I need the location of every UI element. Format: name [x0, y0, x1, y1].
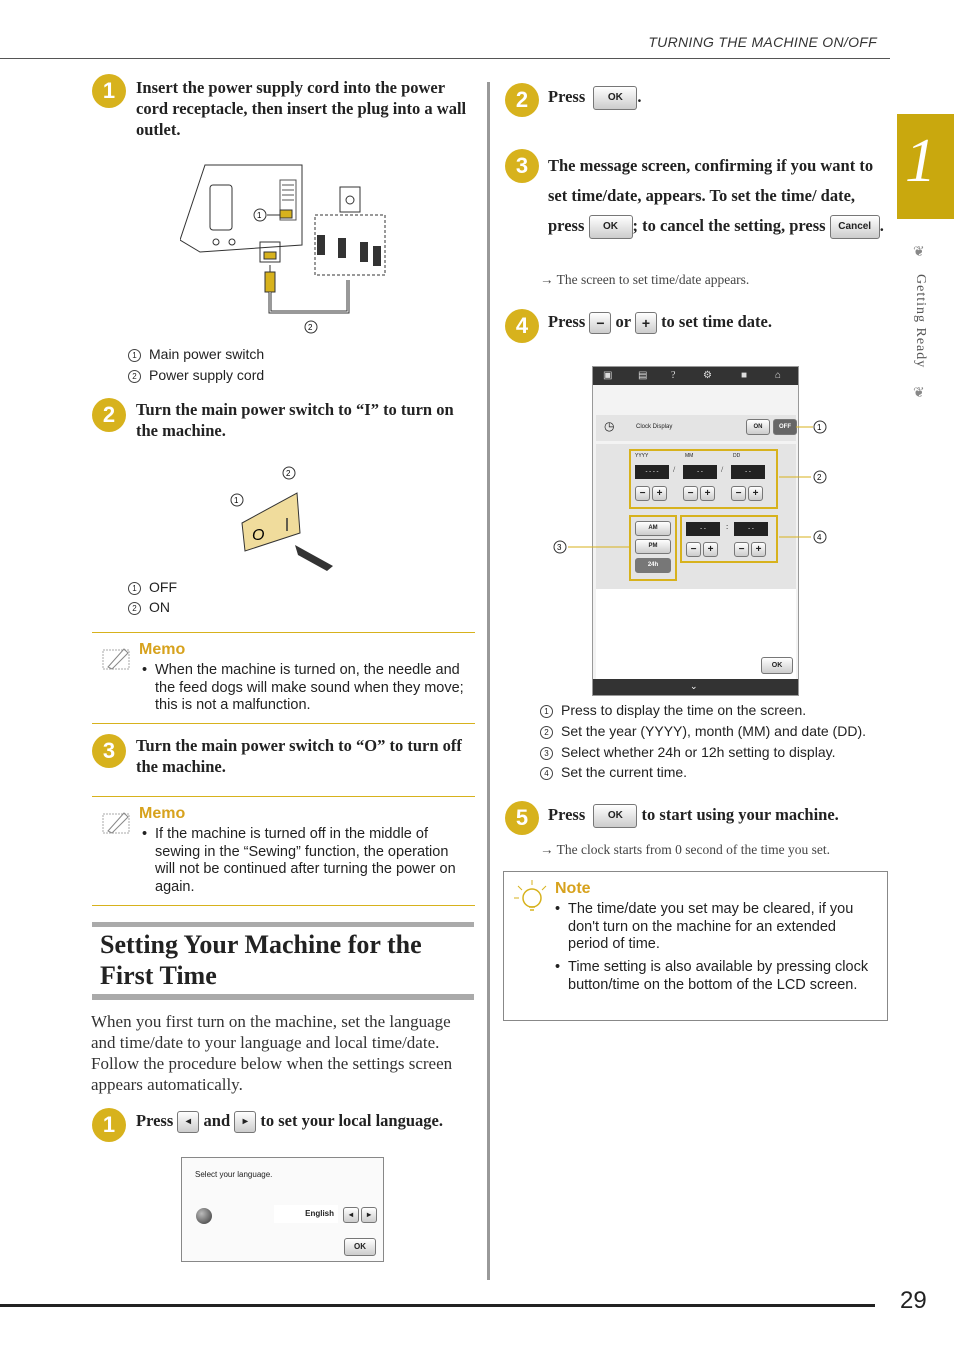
cancel-button[interactable]: Cancel [830, 215, 880, 239]
svg-text:3: 3 [557, 543, 562, 552]
time-separator: : [726, 522, 729, 531]
caption-number: 2 [128, 602, 141, 615]
bullet-icon: • [555, 959, 561, 975]
clock-display-label: Clock Display [636, 424, 673, 430]
language-screen [181, 1157, 384, 1262]
help-icon[interactable]: ? [671, 370, 676, 381]
caption-text: Set the year (YYYY), month (MM) and date (DD). [561, 723, 866, 739]
hour-value: - - [686, 522, 720, 536]
camera-icon[interactable]: ▣ [603, 370, 613, 381]
month-plus-button[interactable]: + [700, 486, 715, 501]
step-text: The message screen, confirming if you want to set time/date, appears. To set the time/ date, press [548, 156, 874, 235]
left-arrow-button[interactable]: ◂ [343, 1207, 359, 1223]
bullet-icon: • [555, 901, 561, 917]
caption-item [128, 367, 264, 383]
minus-button[interactable]: − [589, 312, 611, 334]
date-separator: / [673, 465, 676, 474]
memo-box [92, 632, 475, 724]
step-instruction [548, 804, 839, 828]
step-instruction: Insert the power supply cord into the power cord receptacle, then insert the plug into a wall outlet. [136, 78, 467, 139]
day-value: - - [731, 465, 765, 479]
step-text-press: Press [136, 1111, 174, 1130]
header-rule [0, 58, 890, 59]
step-text-and: and [203, 1111, 231, 1130]
column-divider [487, 82, 490, 1280]
lock-icon[interactable]: ■ [741, 370, 748, 381]
ok-button[interactable]: OK [593, 804, 637, 828]
page-number: 29 [900, 1287, 927, 1314]
running-header: TURNING THE MACHINE ON/OFF [648, 34, 877, 50]
section-rule-bottom [92, 994, 474, 1000]
caption-item [540, 723, 866, 739]
step-text-press: Press [548, 87, 586, 106]
caption-number: 1 [128, 349, 141, 362]
memo-title: Memo [139, 805, 186, 822]
power-cord-illustration [180, 160, 390, 340]
step-instruction [548, 311, 772, 334]
right-arrow-button[interactable]: ▸ [234, 1111, 256, 1133]
caption-text: Press to display the time on the screen. [561, 702, 807, 718]
memo-title: Memo [139, 641, 186, 658]
note-title: Note [555, 880, 591, 897]
step-number: 5 [505, 801, 539, 835]
right-arrow-icon: → [540, 272, 554, 287]
year-minus-button[interactable]: − [635, 486, 650, 501]
step-instruction [136, 1110, 481, 1133]
section-title: Setting Your Machine for the First Time [100, 930, 422, 990]
result-text: The clock starts from 0 second of the time you set. [556, 842, 830, 857]
year-label: YYYY [635, 453, 649, 459]
caption-item [128, 579, 177, 595]
chevron-down-icon[interactable]: ⌄ [690, 681, 698, 691]
minute-plus-button[interactable]: + [751, 542, 766, 557]
day-minus-button[interactable]: − [731, 486, 746, 501]
year-plus-button[interactable]: + [652, 486, 667, 501]
step-number: 2 [505, 83, 539, 117]
step-text-suffix: to set your local language. [260, 1111, 443, 1130]
day-plus-button[interactable]: + [748, 486, 763, 501]
globe-icon [196, 1208, 212, 1224]
step-text-end: . [637, 87, 642, 106]
svg-text:2: 2 [817, 473, 822, 482]
caption-text: Select whether 24h or 12h setting to display. [561, 744, 836, 760]
caption-item [128, 346, 264, 362]
right-arrow-icon: → [540, 842, 554, 857]
svg-text:1: 1 [234, 496, 239, 505]
step-text-press: Press [548, 312, 586, 331]
memo-text: When the machine is turned on, the needle and the feed dogs will make sound when they move; this is not a malfunction. [155, 662, 464, 713]
step-instruction: Turn the main power switch to “I” to turn on the machine. [136, 400, 454, 440]
callout-lines [553, 415, 833, 555]
screen-toolbar [593, 367, 798, 385]
step-text-suffix: to start using your machine. [641, 805, 839, 824]
month-label: MM [685, 453, 694, 459]
caption-text: Set the current time. [561, 764, 688, 780]
step-text-or: or [615, 312, 631, 331]
svg-text:2: 2 [286, 469, 291, 478]
clock-off-button[interactable]: OFF [773, 419, 797, 435]
step-text: ; to cancel the setting, press [632, 216, 826, 235]
step-number: 3 [505, 149, 539, 183]
caption-number: 1 [128, 582, 141, 595]
ok-button[interactable]: OK [589, 215, 633, 239]
result-text: The screen to set time/date appears. [556, 272, 750, 287]
caption-item [540, 702, 806, 718]
step-number: 2 [92, 398, 126, 432]
minute-minus-button[interactable]: − [734, 542, 749, 557]
step-number: 1 [92, 1108, 126, 1142]
caption-text: ON [149, 599, 170, 615]
caption-text: Power supply cord [149, 367, 265, 383]
svg-text:1: 1 [257, 211, 262, 220]
ornament-icon: ❦ [913, 386, 925, 401]
section-rule-top [92, 922, 474, 927]
right-arrow-button[interactable]: ▸ [361, 1207, 377, 1223]
step-number: 1 [92, 74, 126, 108]
result-note [540, 272, 749, 288]
bullet-icon: • [142, 662, 148, 678]
settings-icon[interactable]: ⚙ [703, 370, 712, 381]
step-instruction: Turn the main power switch to “O” to turn off the machine. [136, 736, 462, 776]
step-text-press: Press [548, 805, 586, 824]
svg-text:2: 2 [308, 323, 313, 332]
svg-text:O: O [252, 527, 265, 544]
clock-icon: ◷ [604, 419, 615, 433]
left-arrow-button[interactable]: ◂ [177, 1111, 199, 1133]
screen-bottom-bar [593, 679, 798, 695]
caption-item [540, 744, 835, 760]
ok-button[interactable]: OK [344, 1238, 376, 1256]
date-separator: / [721, 465, 724, 474]
memo-text: If the machine is turned off in the middle of sewing in the “Sewing” function, the operation will not be continued after turning the power on again. [155, 826, 456, 895]
pm-button[interactable]: PM [635, 539, 671, 554]
pencil-icon [102, 809, 132, 835]
language-value: English [274, 1205, 338, 1223]
note-item: The time/date you set may be cleared, if you don't turn on the machine for an extended period of time. [568, 901, 854, 952]
pencil-icon [102, 645, 132, 671]
step-text-end: . [879, 216, 884, 235]
svg-text:1: 1 [817, 423, 822, 432]
home-icon[interactable]: ⌂ [775, 370, 782, 381]
footer-rule [0, 1304, 875, 1307]
caption-text: Main power switch [149, 346, 265, 362]
svg-text:4: 4 [817, 533, 822, 542]
bullet-icon: • [142, 826, 148, 842]
caption-number: 1 [540, 705, 553, 718]
caption-number: 4 [540, 767, 553, 780]
month-minus-button[interactable]: − [683, 486, 698, 501]
note-box [503, 871, 888, 1021]
side-label-text: Getting Ready [913, 274, 928, 369]
caption-item [128, 599, 170, 615]
chapter-number: 1 [905, 127, 936, 195]
am-button[interactable]: AM [635, 521, 671, 536]
step-number: 4 [505, 309, 539, 343]
hour-minus-button[interactable]: − [686, 542, 701, 557]
power-switch-illustration [225, 463, 345, 578]
memo-box [92, 796, 475, 906]
step-text-suffix: to set time date. [661, 312, 772, 331]
clock-on-button[interactable]: ON [746, 419, 770, 435]
result-note [540, 842, 830, 858]
month-value: - - [683, 465, 717, 479]
ok-button[interactable]: OK [593, 86, 637, 110]
ok-button[interactable]: OK [761, 657, 793, 674]
step-instruction [548, 151, 888, 241]
caption-number: 2 [128, 370, 141, 383]
side-label [904, 240, 934, 410]
language-prompt: Select your language. [195, 1170, 273, 1179]
plus-button[interactable]: + [635, 312, 657, 334]
caption-text: OFF [149, 579, 177, 595]
ornament-icon: ❦ [913, 245, 925, 260]
step-instruction [548, 86, 642, 110]
page-icon[interactable]: ▤ [638, 370, 648, 381]
caption-number: 3 [540, 747, 553, 760]
hour-plus-button[interactable]: + [703, 542, 718, 557]
minute-value: - - [734, 522, 768, 536]
24h-button[interactable]: 24h [635, 558, 671, 573]
year-value: - - - - [635, 465, 669, 479]
caption-number: 2 [540, 726, 553, 739]
day-label: DD [733, 453, 741, 459]
caption-item [540, 764, 687, 780]
section-intro: When you first turn on the machine, set the language and time/date to your language and local time/date. Follow the procedure below when the settings screen appears automatically. [91, 1012, 453, 1094]
lightbulb-icon [512, 878, 548, 914]
step-number: 3 [92, 734, 126, 768]
note-item: Time setting is also available by pressing clock button/time on the bottom of the LCD screen. [568, 959, 869, 993]
